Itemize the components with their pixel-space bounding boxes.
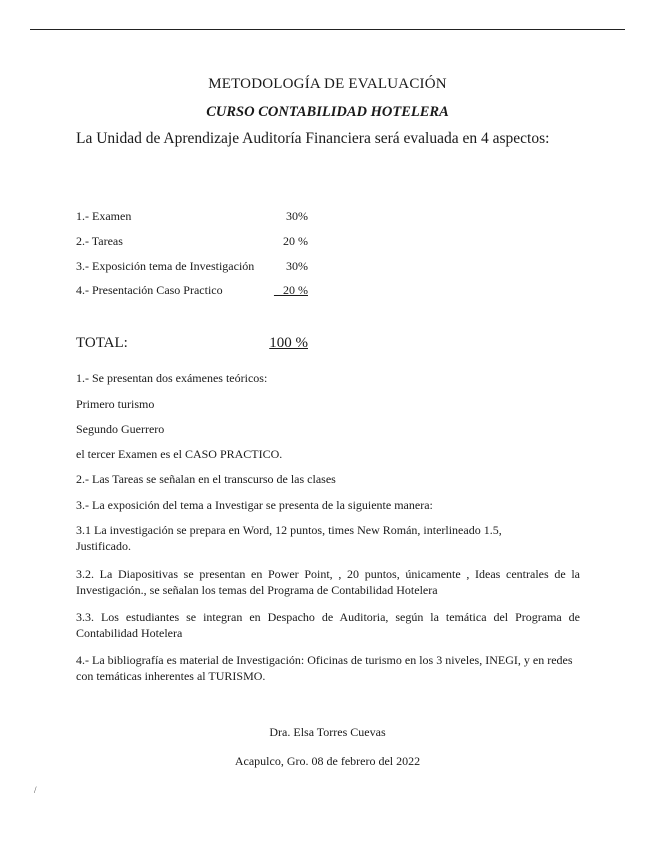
- paragraph: 4.- La bibliografía es material de Investigación: Oficinas de turismo en los 3 niveles, INEGI, y en redes con temáticas inherentes al TURISMO.: [76, 653, 573, 683]
- document-title: METODOLOGÍA DE EVALUACIÓN: [208, 76, 447, 92]
- signature-name: Dra. Elsa Torres Cuevas: [269, 725, 386, 739]
- aspect-value: _ 20 %: [274, 283, 308, 297]
- signature-place-date: Acapulco, Gro. 08 de febrero del 2022: [234, 754, 421, 768]
- paragraph: Segundo Guerrero: [76, 422, 165, 436]
- total-row: [76, 335, 308, 352]
- top-rule: [30, 29, 625, 30]
- paragraph: 3.2. La Diapositivas se presentan en Power Point, , 20 puntos, únicamente , Ideas centrales de la Investigación., se señalan los temas del Programa de Contabilidad Hotelera: [76, 567, 580, 597]
- paragraph: 3.1 La investigación se prepara en Word, 12 puntos, times New Román, interlineado 1.5, Justificado.: [76, 523, 502, 553]
- aspect-label: 2.- Tareas: [76, 234, 123, 248]
- aspect-value: 30%: [286, 209, 308, 223]
- total-value: 100 %: [269, 335, 308, 351]
- paragraph: Primero turismo: [76, 397, 155, 411]
- paragraph: 2.- Las Tareas se señalan en el transcurso de las clases: [76, 472, 336, 486]
- paragraph: el tercer Examen es el CASO PRACTICO.: [76, 447, 283, 461]
- total-label: TOTAL:: [76, 335, 128, 351]
- course-subtitle: CURSO CONTABILIDAD HOTELERA: [206, 104, 449, 120]
- footer-mark: /: [34, 785, 37, 795]
- paragraph: 3.3. Los estudiantes se integran en Despacho de Auditoria, según la temática del Programa de Contabilidad Hotelera: [76, 610, 580, 640]
- paragraph: 1.- Se presentan dos exámenes teóricos:: [76, 371, 268, 385]
- intro-text: La Unidad de Aprendizaje Auditoría Financiera será evaluada en 4 aspectos:: [76, 130, 550, 147]
- paragraph: 3.- La exposición del tema a Investigar se presenta de la siguiente manera:: [76, 498, 433, 512]
- aspect-value: 30%: [286, 259, 308, 273]
- aspect-label: 1.- Examen: [76, 209, 132, 223]
- aspect-label: 4.- Presentación Caso Practico: [76, 283, 223, 297]
- aspect-label: 3.- Exposición tema de Investigación: [76, 259, 255, 273]
- aspect-value: 20 %: [283, 234, 308, 248]
